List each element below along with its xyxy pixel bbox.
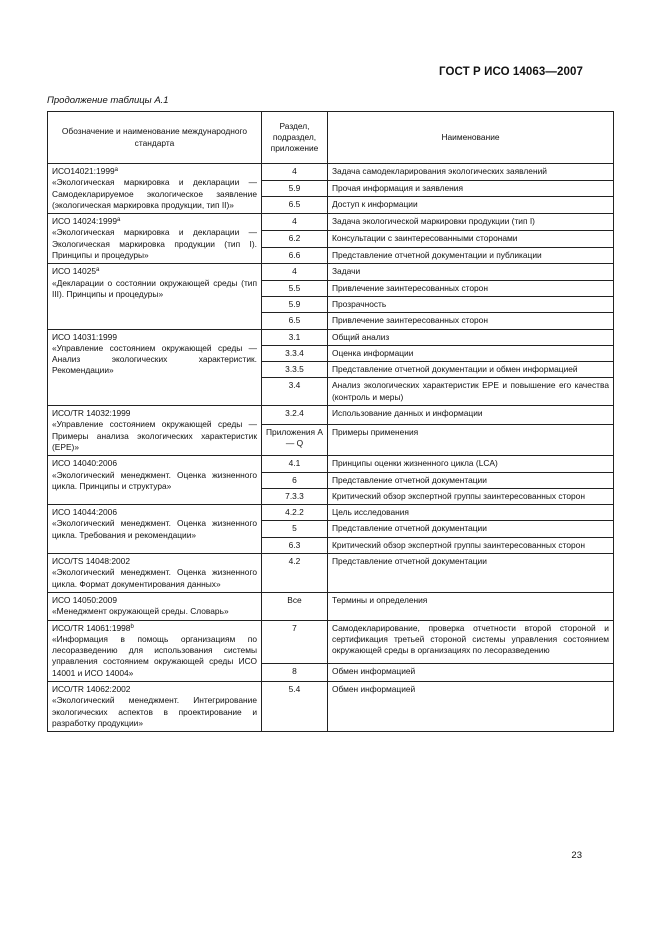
standard-title: «Управление состоянием окружающей среды — Примеры анализа экологических характеристик (ЕРЕ)» <box>52 419 257 452</box>
name-cell: Использование данных и информации <box>328 406 614 425</box>
standard-code: $ИСО14021:1999^а$ <box>52 166 118 176</box>
footnote-mark: b <box>130 623 134 630</box>
standard-title: «Управление состоянием окружающей среды — Анализ экологических характеристик. Рекомендации» <box>52 342 257 376</box>
section-cell: Приложения А — Q <box>262 424 328 456</box>
name-cell: Оценка информации <box>328 345 614 361</box>
standard-cell <box>48 505 262 554</box>
footnote-mark: а <box>114 167 118 173</box>
section-cell: 3.3.5 <box>262 362 328 378</box>
footnote-mark: а <box>96 267 100 274</box>
name-cell: Обмен информацией <box>328 681 614 731</box>
table-row <box>48 592 614 620</box>
section-cell: 3.1 <box>262 329 328 345</box>
section-cell: 6.6 <box>262 247 328 264</box>
name-cell: Представление отчетной документации <box>328 554 614 593</box>
standard-cell <box>48 456 262 505</box>
table-row <box>48 164 614 181</box>
standard-cell <box>48 214 262 264</box>
section-cell: 5.5 <box>262 280 328 296</box>
section-cell: 4 <box>262 214 328 231</box>
name-cell: Прозрачность <box>328 296 614 312</box>
standard-title: «Экологический менеджмент. Оценка жизненного цикла. Требования и рекомендации» <box>52 518 257 540</box>
name-cell: Задача экологической маркировки продукции (тип I) <box>328 214 614 231</box>
section-cell: 3.2.4 <box>262 406 328 425</box>
table-row <box>48 554 614 593</box>
standard-cell <box>48 554 262 593</box>
standard-title: «Экологический менеджмент. Интегрирование экологических аспектов в проектирование и разработку продукции» <box>52 695 257 728</box>
standard-code: ИСО 14040:2006 <box>52 458 117 469</box>
column-header-section: Раздел, подраздел, приложение <box>262 112 328 164</box>
section-cell: 3.4 <box>262 378 328 406</box>
section-cell: 3.3.4 <box>262 345 328 361</box>
section-cell: 6.5 <box>262 313 328 329</box>
name-cell: Анализ экологических характеристик ЕРЕ и повышение его качества (контроль и меры) <box>328 378 614 406</box>
name-cell: Представление отчетной документации и обмен информацией <box>328 362 614 378</box>
name-cell: Привлечение заинтересованных сторон <box>328 313 614 329</box>
name-cell: Критический обзор экспертной группы заинтересованных сторон <box>328 488 614 504</box>
page-number: 23 <box>571 850 582 861</box>
section-cell: 4 <box>262 264 328 280</box>
name-cell: Прочая информация и заявления <box>328 180 614 197</box>
table-row <box>48 505 614 521</box>
section-cell: 5.4 <box>262 681 328 731</box>
table-caption: Продолжение таблицы А.1 <box>47 95 169 106</box>
footnote-mark: а <box>116 217 121 224</box>
name-cell: Самодекларирование, проверка отчетности второй стороной и сертификация третьей стороной системы управления состоянием окружающей среды в организациях по лесоразведению <box>328 620 614 663</box>
standard-code: ИСО 14044:2006 <box>52 507 117 518</box>
column-header-standard: Обозначение и наименование международного стандарта <box>48 112 262 164</box>
table-row <box>48 620 614 663</box>
table-header-row <box>48 112 614 164</box>
column-header-name: Наименование <box>328 112 614 164</box>
standard-title: «Информация в помощь организациям по лесоразведению для использования системы управления состоянием окружающей среды ИСО 14001 и ИСО 14004» <box>52 633 257 678</box>
table-row <box>48 406 614 425</box>
name-cell: Консультации с заинтересованными сторонами <box>328 230 614 247</box>
section-cell: Все <box>262 592 328 620</box>
table-row <box>48 264 614 280</box>
standard-code: ИСО/TR 14062:2002 <box>52 683 131 694</box>
standard-code: ИСО $14024:1999^а$ <box>52 216 121 227</box>
standard-title: «Менеджмент окружающей среды. Словарь» <box>52 606 229 617</box>
section-cell: 4.1 <box>262 456 328 472</box>
name-cell: Примеры применения <box>328 424 614 456</box>
name-cell: Общий анализ <box>328 329 614 345</box>
table-row <box>48 456 614 472</box>
section-cell: 5 <box>262 521 328 537</box>
standard-cell <box>48 592 262 620</box>
name-cell: Привлечение заинтересованных сторон <box>328 280 614 296</box>
name-cell: Доступ к информации <box>328 197 614 214</box>
standard-code: ИСО 14031:1999 <box>52 331 117 342</box>
standard-title: «Экологический менеджмент. Оценка жизненного цикла. Формат документирования данных» <box>52 567 257 589</box>
document-code: ГОСТ Р ИСО 14063—2007 <box>438 66 583 78</box>
standard-title: «Декларации о состоянии окружающей среды (тип III). Принципы и процедуры» <box>52 277 257 299</box>
section-cell: 8 <box>262 663 328 681</box>
name-cell: Термины и определения <box>328 592 614 620</box>
section-cell: 6.3 <box>262 537 328 553</box>
name-cell: Цель исследования <box>328 505 614 521</box>
section-cell: 6 <box>262 472 328 488</box>
name-cell: Задача самодекларирования экологических заявлений <box>328 164 614 181</box>
standard-cell <box>48 264 262 329</box>
standard-cell <box>48 681 262 731</box>
name-cell: Представление отчетной документации <box>328 472 614 488</box>
section-cell: 4.2 <box>262 554 328 593</box>
table-row <box>48 214 614 231</box>
section-cell: 6.2 <box>262 230 328 247</box>
standard-code: ИСО/TS 14048:2002 <box>52 556 131 567</box>
name-cell: Задачи <box>328 264 614 280</box>
section-cell: 5.9 <box>262 296 328 312</box>
table-row <box>48 329 614 345</box>
standard-cell <box>48 406 262 456</box>
standard-title: «Экологическая маркировка и декларации — Экологическая маркировка продукции (тип I). Принципы и процедуры» <box>52 227 257 261</box>
section-cell: 6.5 <box>262 197 328 214</box>
standard-code: ИСО/TR 14061:1998$^b$ <box>52 622 134 633</box>
table-row <box>48 681 614 731</box>
name-cell: Обмен информацией <box>328 663 614 681</box>
standard-code: ИСО 14050:2009 <box>52 594 117 605</box>
name-cell: Представление отчетной документации и публикации <box>328 247 614 264</box>
standard-title: «Экологический менеджмент. Оценка жизненного цикла. Принципы и структура» <box>52 469 257 491</box>
standard-code: ИСО/TR 14032:1999 <box>52 408 131 419</box>
name-cell: Критический обзор экспертной группы заинтересованных сторон <box>328 537 614 553</box>
name-cell: Представление отчетной документации <box>328 521 614 537</box>
section-cell: 7.3.3 <box>262 488 328 504</box>
standard-cell <box>48 164 262 214</box>
section-cell: 4 <box>262 164 328 181</box>
section-cell: 7 <box>262 620 328 663</box>
standard-code: ИСО $14025^а$ <box>52 266 100 277</box>
section-cell: 4.2.2 <box>262 505 328 521</box>
standard-title: «Экологическая маркировка и декларации — Самодекларируемое экологическое заявление (экологическая маркировка продукции, тип II)» <box>52 177 257 210</box>
standard-cell <box>48 329 262 405</box>
standards-table <box>47 111 614 732</box>
standard-cell <box>48 620 262 681</box>
name-cell: Принципы оценки жизненного цикла (LCA) <box>328 456 614 472</box>
section-cell: 5.9 <box>262 180 328 197</box>
